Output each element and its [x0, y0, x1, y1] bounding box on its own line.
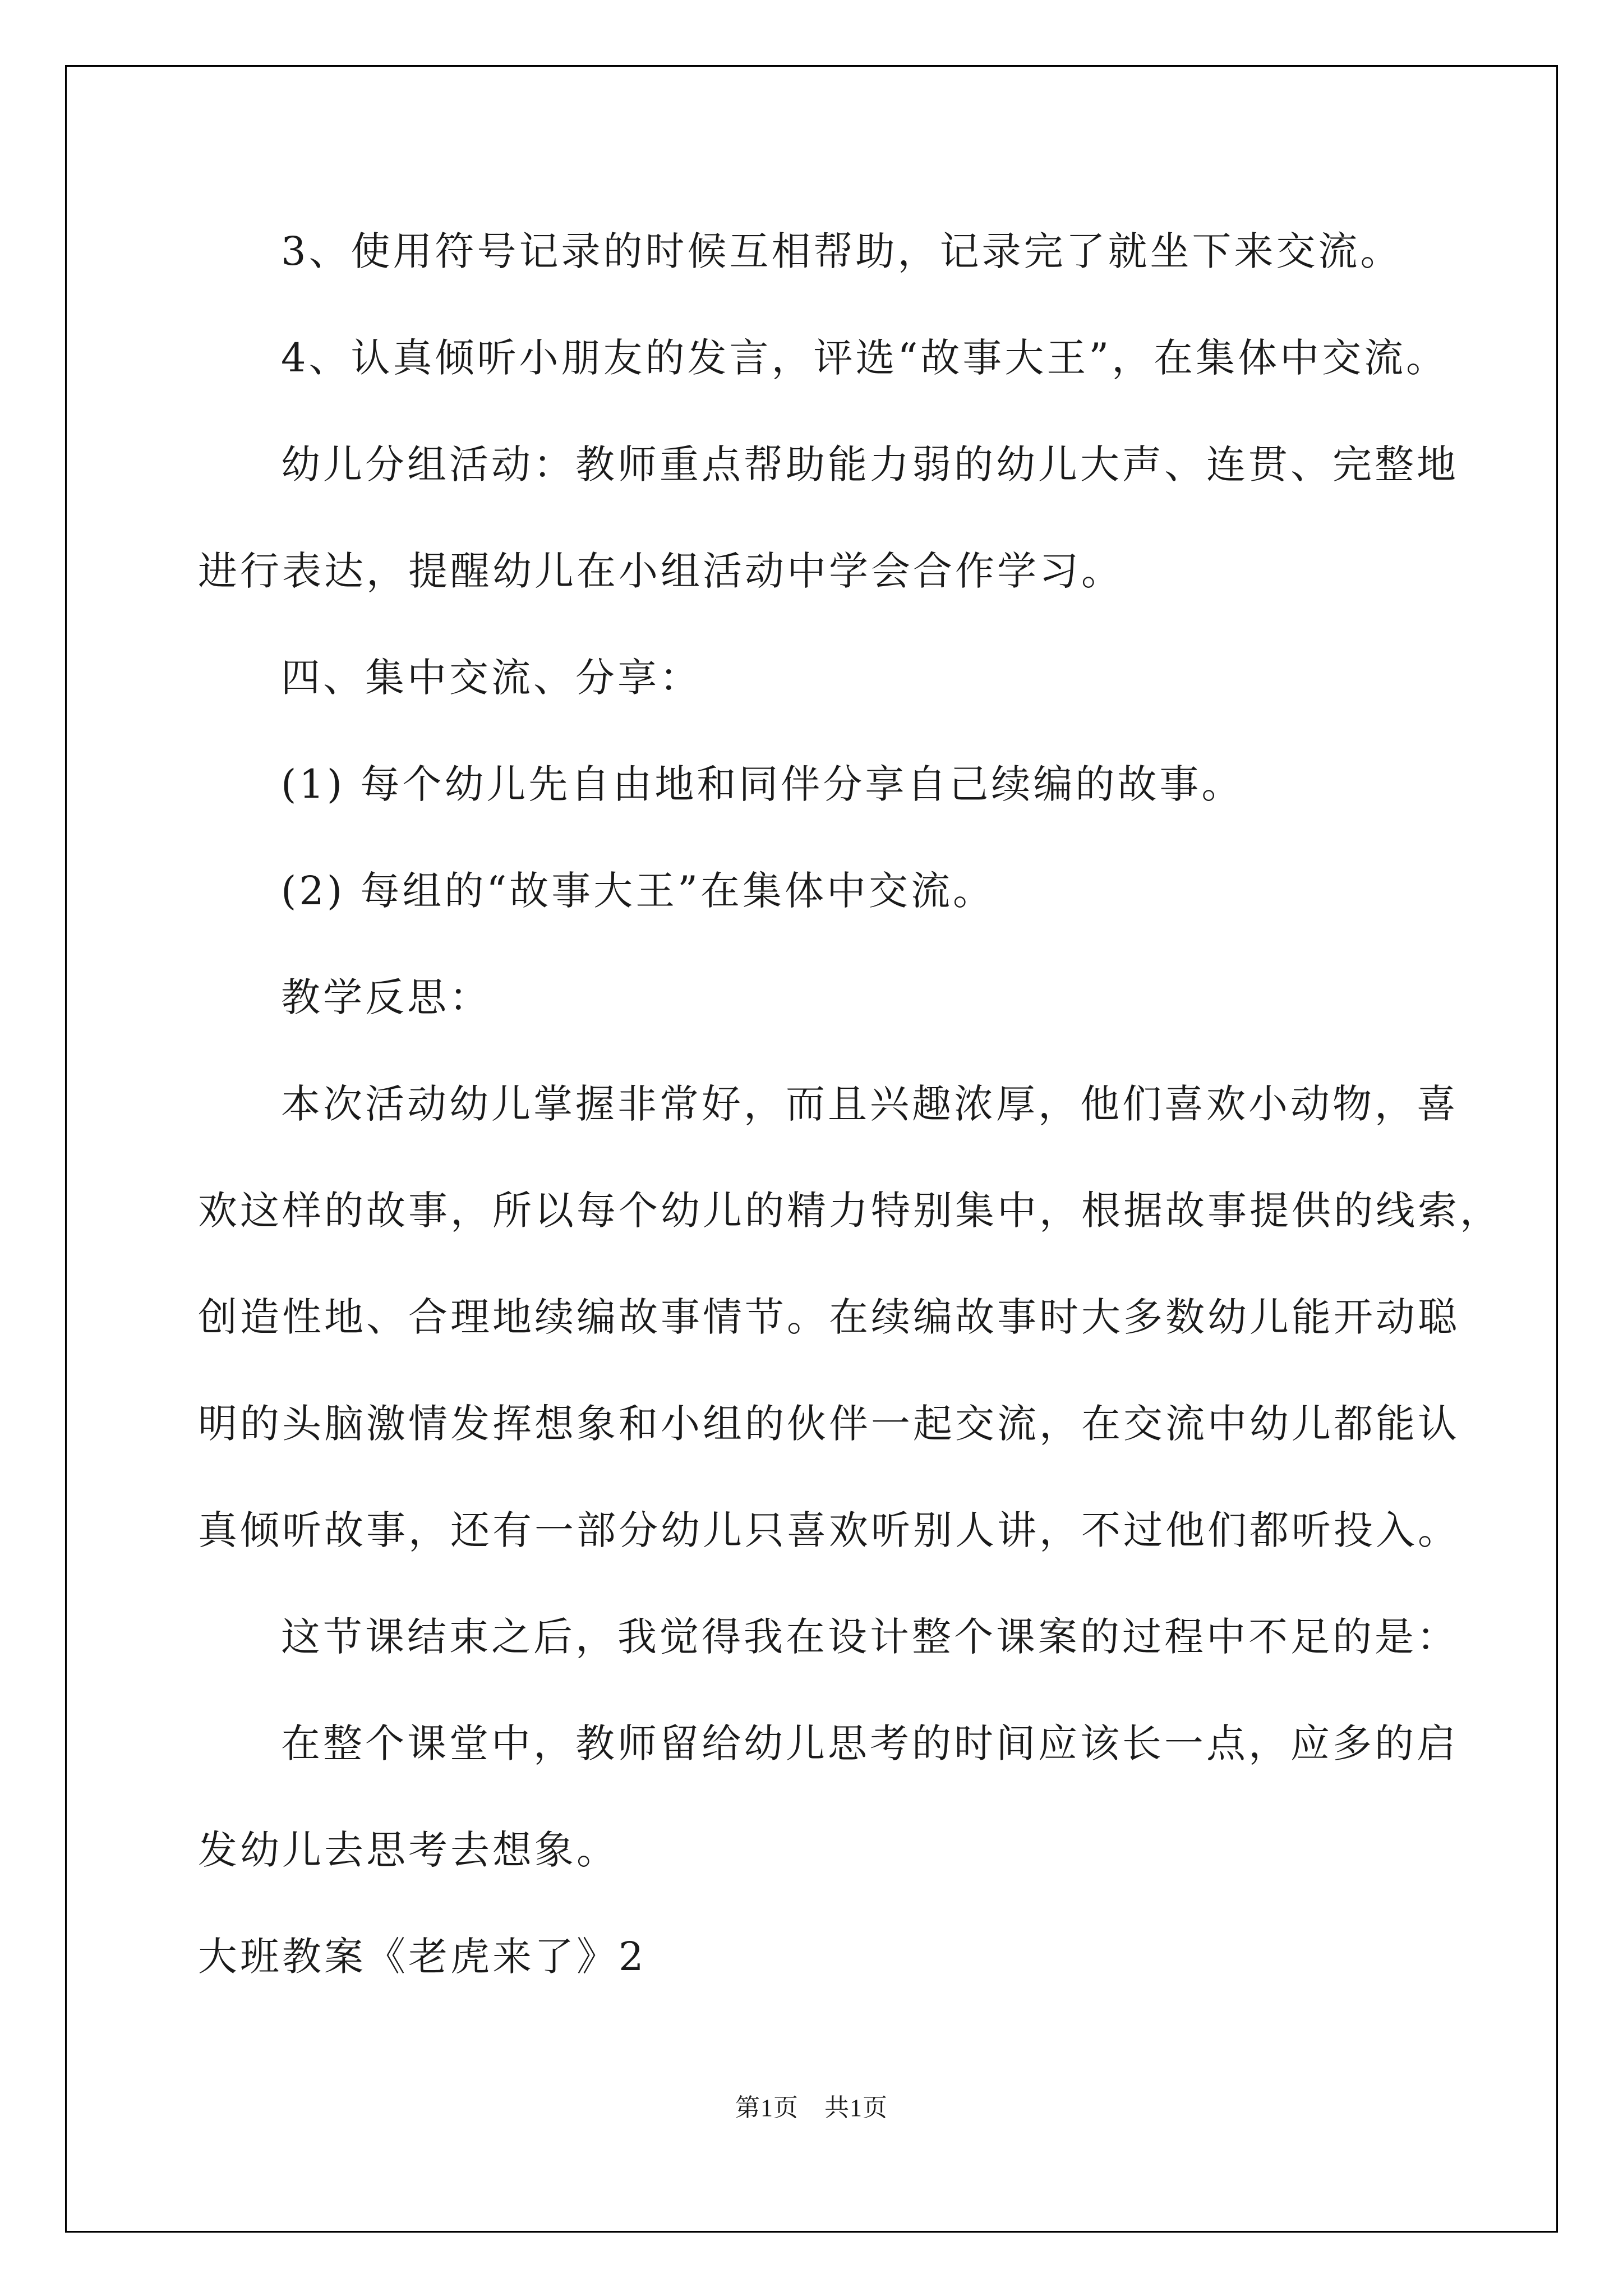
paragraph-line: 发幼儿去思考去想象。	[198, 1827, 619, 1873]
document-title: 大班教案《老虎来了》2	[198, 1934, 647, 1980]
page-total: 共1页	[824, 2094, 888, 2122]
paragraph-line: 幼儿分组活动：教师重点帮助能力弱的幼儿大声、连贯、完整地	[281, 441, 1459, 487]
paragraph-line: 欢这样的故事，所以每个幼儿的精力特别集中，根据故事提供的线索，	[198, 1188, 1502, 1234]
paragraph-line: 创造性地、合理地续编故事情节。在续编故事时大多数幼儿能开动聪	[198, 1294, 1460, 1340]
section-heading: 教学反思：	[281, 974, 491, 1020]
page-number: 第1页	[735, 2094, 799, 2122]
paragraph-line: 在整个课堂中，教师留给幼儿思考的时间应该长一点，应多的启	[281, 1720, 1459, 1766]
paragraph-line: 这节课结束之后，我觉得我在设计整个课案的过程中不足的是：	[281, 1614, 1459, 1660]
paragraph-line: (1) 每个幼儿先自由地和同伴分享自己续编的故事。	[281, 761, 1244, 807]
section-heading: 四、集中交流、分享：	[281, 655, 702, 701]
paragraph-line: 明的头脑激情发挥想象和小组的伙伴一起交流，在交流中幼儿都能认	[198, 1401, 1460, 1447]
paragraph-line: 真倾听故事，还有一部分幼儿只喜欢听别人讲，不过他们都听投入。	[198, 1507, 1460, 1553]
paragraph-line: 4、认真倾听小朋友的发言，评选“故事大王”，在集体中交流。	[281, 335, 1449, 381]
paragraph-line: 本次活动幼儿掌握非常好，而且兴趣浓厚，他们喜欢小动物，喜	[281, 1081, 1459, 1127]
page-footer	[0, 2091, 1623, 2125]
paragraph-line: (2) 每组的“故事大王”在集体中交流。	[281, 868, 995, 914]
page-border	[65, 65, 1558, 2233]
paragraph-line: 进行表达，提醒幼儿在小组活动中学会合作学习。	[198, 548, 1123, 594]
paragraph-line: 3、使用符号记录的时候互相帮助，记录完了就坐下来交流。	[281, 228, 1403, 274]
